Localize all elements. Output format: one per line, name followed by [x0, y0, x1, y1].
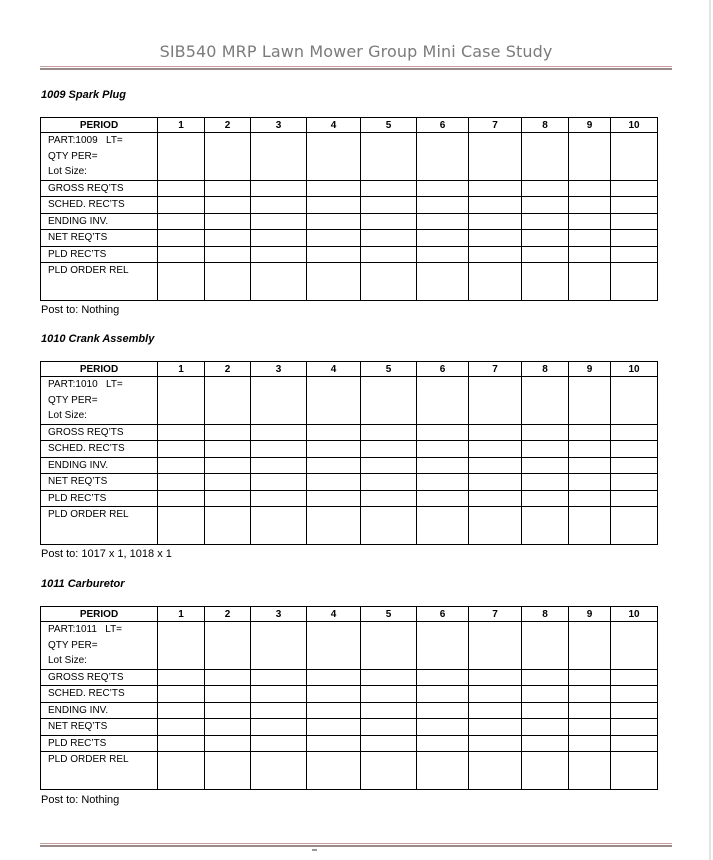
period-col: 5 — [361, 118, 417, 133]
period-col: 5 — [361, 607, 417, 622]
net-reqts-label: NET REQ’TS — [41, 474, 158, 491]
period-col: 8 — [522, 118, 569, 133]
lot-size-label: Lot Size: — [48, 655, 87, 666]
period-col: 8 — [522, 607, 569, 622]
part-line: PART:1009 LT= — [48, 135, 123, 146]
page-edge — [709, 0, 711, 860]
mrp-table — [40, 117, 658, 301]
qty-per-label: QTY PER= — [48, 639, 98, 651]
document-title: SIB540 MRP Lawn Mower Group Mini Case Study — [159, 42, 553, 61]
period-col: 7 — [469, 118, 522, 133]
period-col: 3 — [251, 118, 307, 133]
period-col: 7 — [469, 607, 522, 622]
pld-order-rel-label: PLD ORDER REL — [41, 752, 158, 790]
part-info-cell — [41, 622, 158, 670]
period-col: 4 — [307, 607, 361, 622]
gross-reqts-label: GROSS REQ’TS — [41, 180, 158, 197]
period-header: PERIOD — [41, 118, 158, 133]
qty-per-label: QTY PER= — [48, 394, 98, 406]
section-title: 1010 Crank Assembly — [41, 333, 155, 345]
period-col: 9 — [569, 118, 611, 133]
net-reqts-label: NET REQ’TS — [41, 719, 158, 736]
pld-order-rel-label: PLD ORDER REL — [41, 263, 158, 301]
footer-rule — [40, 843, 672, 847]
period-col: 10 — [611, 118, 658, 133]
period-col: 10 — [611, 362, 658, 377]
period-col: 9 — [569, 362, 611, 377]
part-line: PART:1010 LT= — [48, 379, 123, 390]
period-col: 2 — [205, 607, 251, 622]
pld-recpts-label: PLD REC’TS — [41, 246, 158, 263]
period-col: 4 — [307, 118, 361, 133]
ending-inv-label: ENDING INV. — [41, 457, 158, 474]
section-title: 1009 Spark Plug — [41, 89, 126, 101]
post-to-note: Post to: Nothing — [41, 304, 120, 316]
mrp-table — [40, 361, 658, 545]
ending-inv-label: ENDING INV. — [41, 213, 158, 230]
period-col: 3 — [251, 607, 307, 622]
part-line: PART:1011 LT= — [48, 624, 123, 635]
pld-recpts-label: PLD REC’TS — [41, 735, 158, 752]
ending-inv-label: ENDING INV. — [41, 702, 158, 719]
part-info-cell — [41, 377, 158, 425]
mrp-table — [40, 606, 658, 790]
sched-recpts-label: SCHED. REC’TS — [41, 441, 158, 458]
section-title: 1011 Carburetor — [41, 578, 125, 590]
footer-mark — [312, 849, 317, 851]
gross-reqts-label: GROSS REQ’TS — [41, 669, 158, 686]
period-col: 2 — [205, 118, 251, 133]
period-header: PERIOD — [41, 607, 158, 622]
period-col: 5 — [361, 362, 417, 377]
period-col: 6 — [417, 607, 469, 622]
qty-per-label: QTY PER= — [48, 150, 98, 162]
period-col: 6 — [417, 362, 469, 377]
pld-order-rel-label: PLD ORDER REL — [41, 507, 158, 545]
period-col: 1 — [158, 607, 205, 622]
post-to-note: Post to: Nothing — [41, 794, 120, 806]
header-rule — [40, 66, 672, 70]
period-col: 2 — [205, 362, 251, 377]
period-col: 4 — [307, 362, 361, 377]
sched-recpts-label: SCHED. REC’TS — [41, 197, 158, 214]
post-to-note: Post to: 1017 x 1, 1018 x 1 — [41, 548, 172, 560]
lot-size-label: Lot Size: — [48, 410, 87, 421]
gross-reqts-label: GROSS REQ’TS — [41, 424, 158, 441]
sched-recpts-label: SCHED. REC’TS — [41, 686, 158, 703]
period-col: 10 — [611, 607, 658, 622]
period-col: 1 — [158, 362, 205, 377]
lot-size-label: Lot Size: — [48, 166, 87, 177]
pld-recpts-label: PLD REC’TS — [41, 490, 158, 507]
period-col: 3 — [251, 362, 307, 377]
net-reqts-label: NET REQ’TS — [41, 230, 158, 247]
period-col: 1 — [158, 118, 205, 133]
period-col: 9 — [569, 607, 611, 622]
period-col: 7 — [469, 362, 522, 377]
period-col: 8 — [522, 362, 569, 377]
period-col: 6 — [417, 118, 469, 133]
period-header: PERIOD — [41, 362, 158, 377]
part-info-cell — [41, 133, 158, 181]
